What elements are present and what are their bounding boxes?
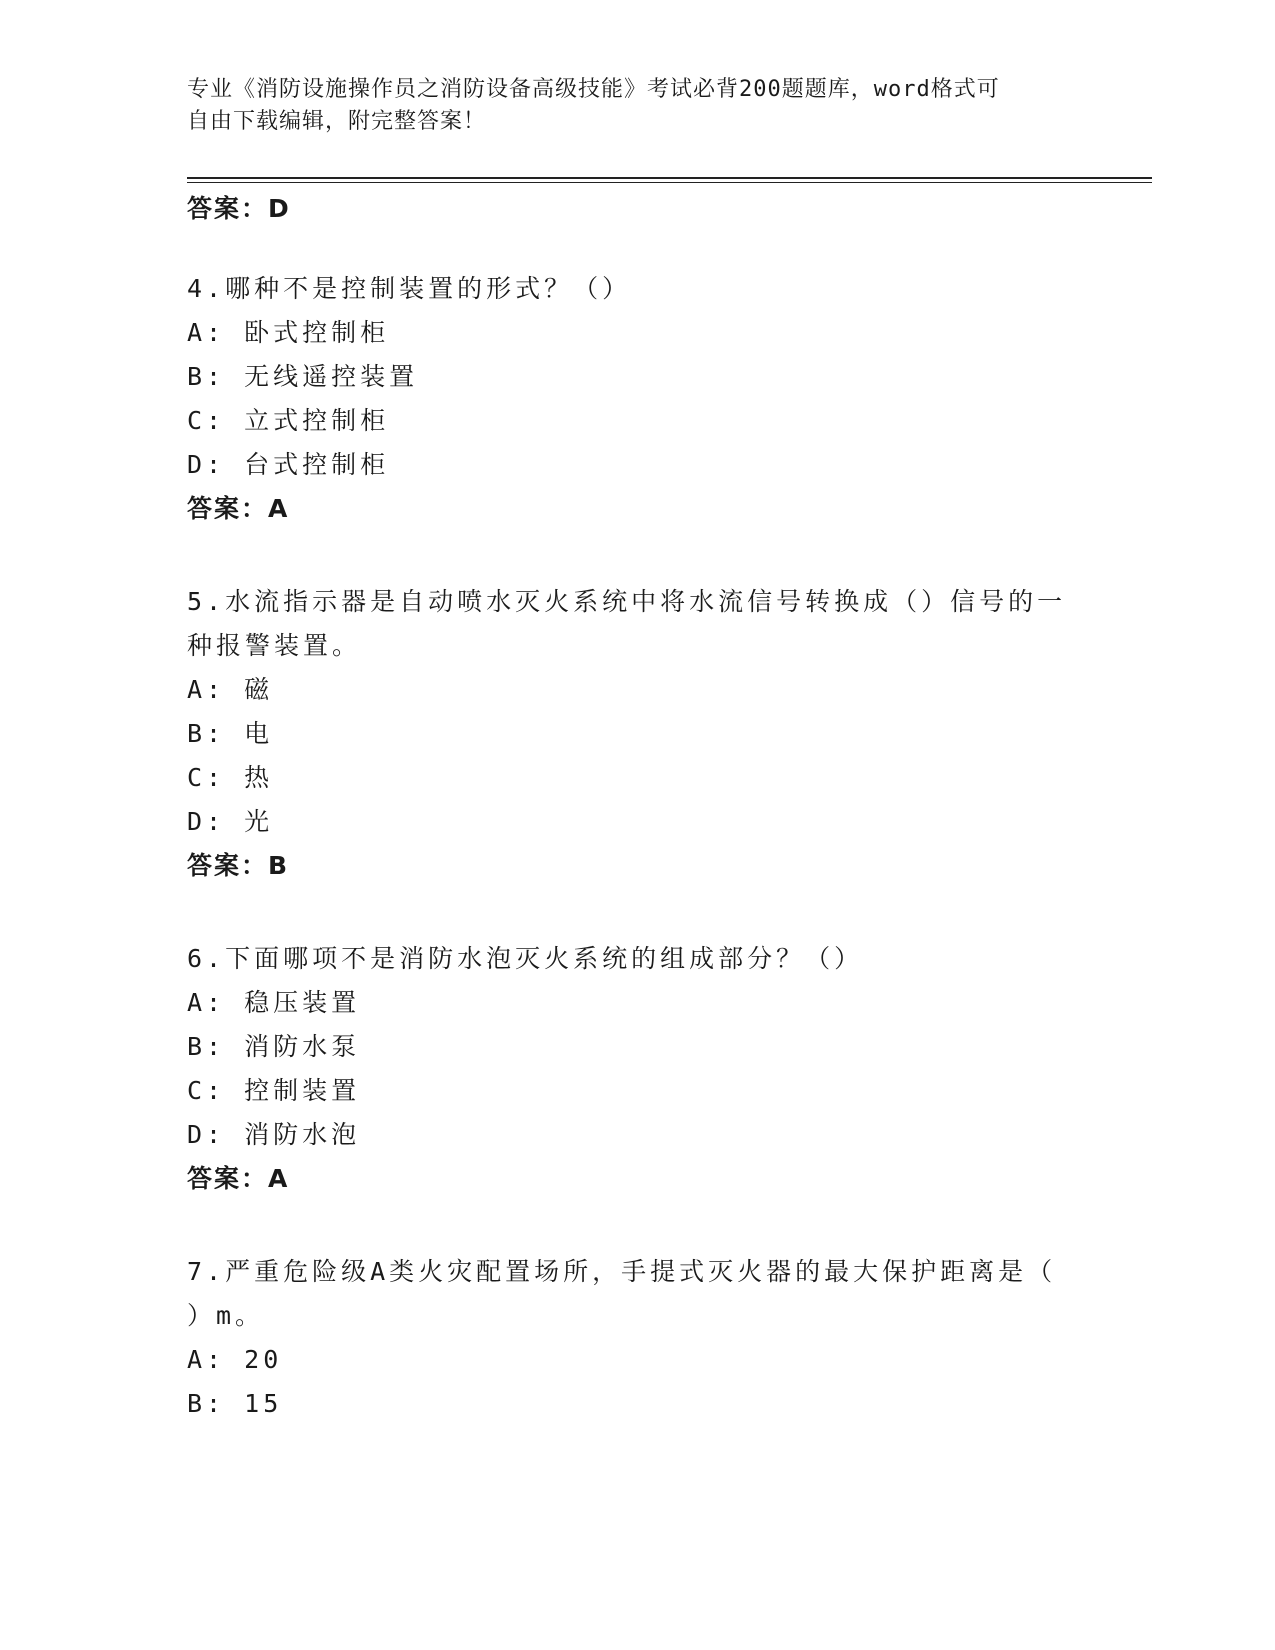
question-5-option-d: D: 光 <box>187 807 274 836</box>
question-5-option-b: B: 电 <box>187 719 274 748</box>
question-6-option-a: A: 稳压装置 <box>187 988 361 1017</box>
previous-answer: 答案：D <box>187 194 291 223</box>
question-4-answer: 答案：A <box>187 494 290 523</box>
question-6-stem: 6.下面哪项不是消防水泡灭火系统的组成部分？（） <box>187 944 864 973</box>
question-5-stem-line-1: 5.水流指示器是自动喷水灭火系统中将水流信号转换成（）信号的一 <box>187 587 1067 616</box>
question-5-answer: 答案：B <box>187 851 290 880</box>
question-4-option-b: B: 无线遥控装置 <box>187 362 419 391</box>
question-4-option-a: A: 卧式控制柜 <box>187 318 390 347</box>
header-divider-thick <box>187 177 1152 179</box>
question-6-option-d: D: 消防水泡 <box>187 1120 361 1149</box>
question-6-option-b: B: 消防水泵 <box>187 1032 361 1061</box>
header-divider-thin <box>187 182 1152 183</box>
question-6-answer: 答案：A <box>187 1164 290 1193</box>
question-7-stem-line-1: 7.严重危险级A类火灾配置场所，手提式灭火器的最大保护距离是（ <box>187 1257 1057 1286</box>
header-line-2: 自由下载编辑，附完整答案！ <box>187 109 487 134</box>
question-5-stem-line-2: 种报警装置。 <box>187 631 362 660</box>
question-4-option-c: C: 立式控制柜 <box>187 406 390 435</box>
question-4-option-d: D: 台式控制柜 <box>187 450 390 479</box>
question-4-stem: 4.哪种不是控制装置的形式？（） <box>187 274 632 303</box>
question-5-option-c: C: 热 <box>187 763 274 792</box>
question-6-option-c: C: 控制装置 <box>187 1076 361 1105</box>
question-7-option-a: A: 20 <box>187 1345 283 1374</box>
document-header <box>187 74 1067 138</box>
question-5-option-a: A: 磁 <box>187 675 274 704</box>
question-7-option-b: B: 15 <box>187 1389 283 1418</box>
question-7-stem-line-2: ）m。 <box>187 1301 265 1330</box>
header-line-1: 专业《消防设施操作员之消防设备高级技能》考试必背200题题库，word格式可 <box>187 77 1000 102</box>
